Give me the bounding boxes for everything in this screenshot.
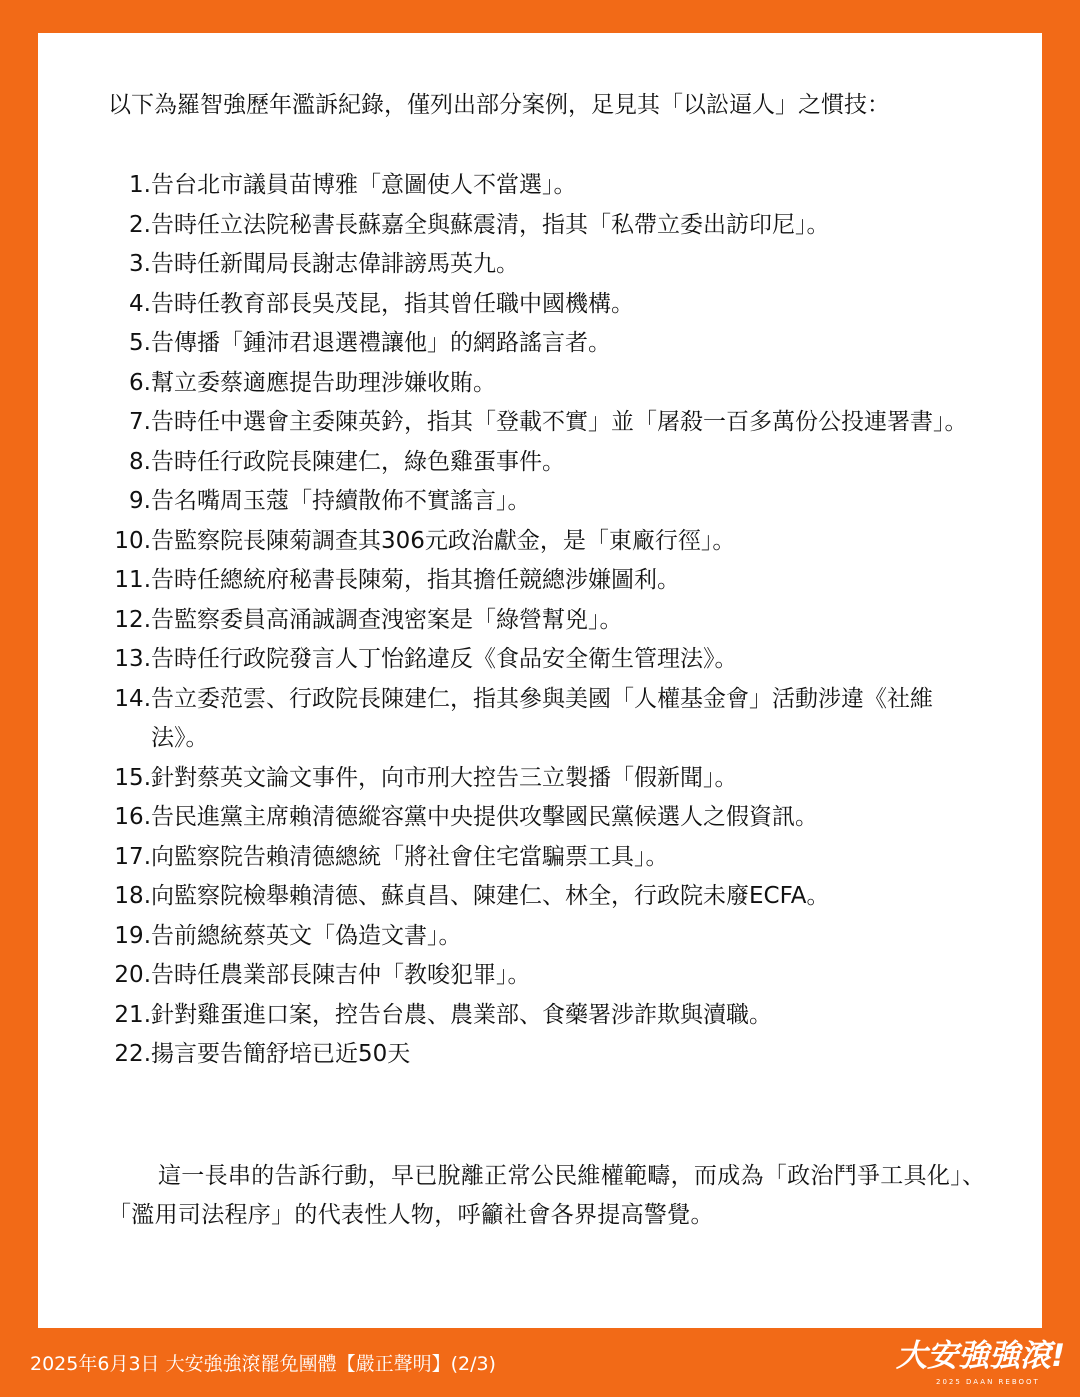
case-text: 告監察委員高涌誠調查洩密案是「綠營幫兇」。 <box>151 606 623 633</box>
case-text: 針對雞蛋進口案，控告台農、農業部、食藥署涉詐欺與瀆職。 <box>151 1001 772 1028</box>
case-text: 告立委范雲、行政院長陳建仁，指其參與美國「人權基金會」活動涉違《社維法》。 <box>151 685 933 751</box>
statement-sheet <box>38 33 1042 1328</box>
case-text: 向監察院告賴清德總統「將社會住宅當騙票工具」。 <box>151 843 669 870</box>
case-number: 11. <box>114 567 151 593</box>
case-number: 15. <box>114 764 151 791</box>
case-item <box>108 996 988 1036</box>
case-item <box>108 917 988 957</box>
case-text: 向監察院檢舉賴清德、蘇貞昌、陳建仁、林全，行政院未廢ECFA。 <box>151 883 830 909</box>
case-number: 22. <box>114 1041 151 1067</box>
case-item <box>108 482 988 522</box>
case-text: 幫立委蔡適應提告助理涉嫌收賄。 <box>151 369 496 396</box>
case-number: 16. <box>114 804 151 830</box>
case-number: 17. <box>114 843 151 870</box>
case-text: 告名嘴周玉蔻「持續散佈不實謠言」。 <box>151 488 531 514</box>
case-text: 告時任行政院長陳建仁，綠色雞蛋事件。 <box>151 448 565 475</box>
case-number: 18. <box>114 883 151 909</box>
case-item <box>108 798 988 838</box>
case-number: 9. <box>129 488 151 514</box>
case-item <box>108 522 988 562</box>
case-number: 3. <box>129 251 151 277</box>
case-number: 19. <box>114 922 151 949</box>
case-text: 告時任立法院秘書長蘇嘉全與蘇震清，指其「私帶立委出訪印尼」。 <box>151 211 830 238</box>
case-number: 21. <box>114 1001 151 1028</box>
case-text: 告傳播「鍾沛君退選禮讓他」的網路謠言者。 <box>151 330 611 356</box>
case-number: 4. <box>129 290 151 317</box>
case-number: 13. <box>114 646 151 672</box>
case-text: 告時任中選會主委陳英鈐，指其「登載不實」並「屠殺一百多萬份公投連署書」。 <box>151 409 968 435</box>
case-text: 揚言要告簡舒培已近50天 <box>151 1041 411 1067</box>
case-number: 20. <box>114 962 151 988</box>
case-text: 告時任總統府秘書長陳菊，指其擔任競總涉嫌圖利。 <box>151 567 680 593</box>
case-number: 2. <box>129 211 151 238</box>
case-item <box>108 877 988 917</box>
case-item <box>108 403 988 443</box>
case-number: 5. <box>129 330 151 356</box>
logo-wordmark: 大安強強滾! <box>896 1338 1066 1374</box>
case-item <box>108 680 988 759</box>
case-item <box>108 206 988 246</box>
case-list <box>108 166 988 1075</box>
case-item <box>108 324 988 364</box>
case-item <box>108 956 988 996</box>
case-item <box>108 561 988 601</box>
case-item <box>108 601 988 641</box>
case-text: 告前總統蔡英文「偽造文書」。 <box>151 922 462 949</box>
case-text: 告監察院長陳菊調查其306元政治獻金，是「東廠行徑」。 <box>151 527 736 554</box>
group-logo <box>896 1336 1066 1391</box>
case-text: 告時任行政院發言人丁怡銘違反《食品安全衛生管理法》。 <box>151 646 738 672</box>
case-item <box>108 759 988 799</box>
case-item <box>108 285 988 325</box>
case-item <box>108 838 988 878</box>
case-text: 告時任教育部長吳茂昆，指其曾任職中國機構。 <box>151 290 634 317</box>
conclusion-paragraph: 這一長串的告訴行動，早已脫離正常公民維權範疇，而成為「政治鬥爭工具化」、「濫用司法程序」的代表性人物，呼籲社會各界提高警覺。 <box>108 1163 986 1228</box>
case-text: 告民進黨主席賴清德縱容黨中央提供攻擊國民黨候選人之假資訊。 <box>151 804 818 830</box>
case-item <box>108 640 988 680</box>
case-number: 7. <box>129 409 151 435</box>
case-text: 告台北市議員苗博雅「意圖使人不當選」。 <box>151 172 577 198</box>
case-item <box>108 364 988 404</box>
case-item <box>108 166 988 206</box>
logo-tagline: 2025 DAAN REBOOT <box>936 1378 1040 1386</box>
case-item <box>108 245 988 285</box>
case-number: 6. <box>129 369 151 396</box>
footer-caption: 2025年6月3日 大安強強滾罷免團體【嚴正聲明】(2/3) <box>30 1353 496 1375</box>
case-item <box>108 1035 988 1075</box>
case-text: 告時任新聞局長謝志偉誹謗馬英九。 <box>151 251 519 277</box>
intro-paragraph: 以下為羅智強歷年濫訴紀錄，僅列出部分案例，足見其「以訟逼人」之慣技： <box>108 92 890 118</box>
case-text: 告時任農業部長陳吉仲「教唆犯罪」。 <box>151 962 531 988</box>
case-text: 針對蔡英文論文事件，向市刑大控告三立製播「假新聞」。 <box>151 764 738 791</box>
case-number: 8. <box>129 448 151 475</box>
case-number: 10. <box>114 527 151 554</box>
case-number: 1. <box>129 172 151 198</box>
case-item <box>108 443 988 483</box>
case-number: 12. <box>114 606 151 633</box>
case-number: 14. <box>114 685 151 712</box>
